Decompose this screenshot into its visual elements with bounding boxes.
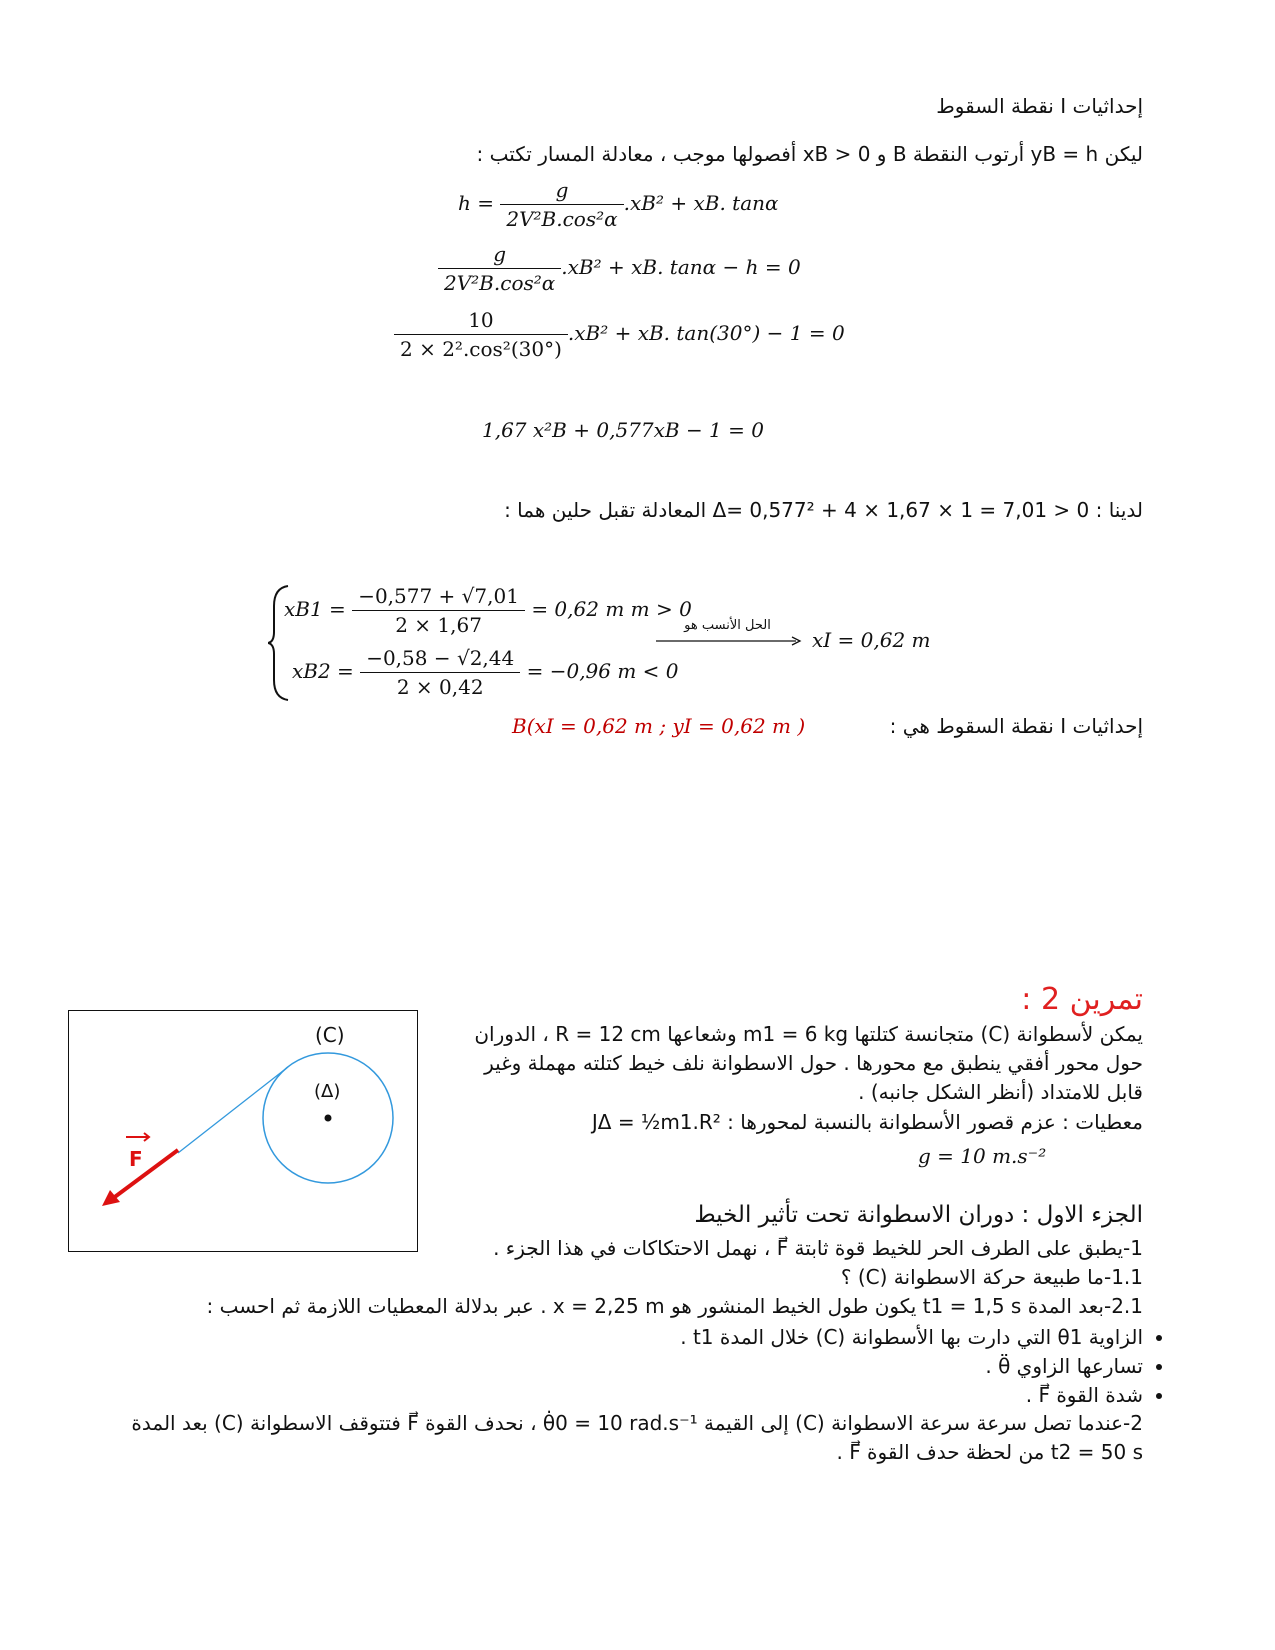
question-1-1: 1.1-ما طبيعة حركة الاسطوانة (C) ؟ <box>840 1265 1143 1289</box>
cylinder-figure <box>68 1010 418 1252</box>
impact-point-heading: إحداثيات I نقطة السقوط <box>936 94 1143 118</box>
root-xb2: xB2 = $\frac{-0,58 - √2,44}{2 \times 0,42}$ = −0,96 m < 0 <box>292 646 679 699</box>
best-solution-value: xI = 0,62 m <box>812 628 931 652</box>
quadratic-equation: 1,67 x²B + 0,577xB − 1 = 0 <box>482 418 764 442</box>
trajectory-equation-2: $\frac{g}{\text{2V²B.cos²α}}$ .xB² + xB. tanα − h = 0 <box>438 242 801 295</box>
impact-point-value: B(xI = 0,62 m ; yI = 0,62 m ) <box>512 714 806 738</box>
label-f: F <box>129 1147 143 1171</box>
solution-arrow <box>656 634 804 648</box>
given-data-line: معطيات : عزم قصور الأسطوانة بالنسبة لمحورها : JΔ = ½m1.R² <box>591 1110 1143 1134</box>
list-item: • الزاوية θ1 التي دارت بها الأسطوانة (C) خلال المدة t1 . <box>443 1323 1143 1352</box>
question-2-1: 2.1-بعد المدة t1 = 1,5 s يكون طول الخيط المنشور هو x = 2,25 m . عبر بدلالة المعطيات اللازمة ثم احسب : <box>206 1294 1143 1318</box>
impact-point-label: إحداثيات I نقطة السقوط هي : <box>889 714 1143 738</box>
best-solution-label: الحل الأنسب هو <box>684 618 771 633</box>
exercise-2-intro: يمكن لأسطوانة (C) متجانسة كتلتها m1 = 6 kg وشعاعها R = 12 cm ، الدوران حول محور أفقي ينطبق مع محورها . حول الاسطوانة نلف خيط كتلته مهملة وغير قابل للامتداد (أنظر الشكل جانبه) . <box>474 1022 1143 1104</box>
trajectory-equation-3: $\frac{10}{\text{2 × 2².cos²(30°)}}$ .xB² + xB. tan(30°) − 1 = 0 <box>394 308 845 361</box>
thread-line <box>178 1067 288 1153</box>
axis-dot <box>324 1114 331 1121</box>
label-delta: (Δ) <box>314 1081 341 1102</box>
exercise-2-title: تمرين 2 : <box>1021 982 1143 1017</box>
question-2-1-items <box>443 1323 1203 1410</box>
question-2-continued: t2 = 50 s من لحظة حدف القوة F⃗ . <box>836 1440 1143 1464</box>
root-xb1: xB1 = $\frac{-0,577 + √7,01}{2 \times 1,67}$ = 0,62 m m > 0 <box>284 584 692 637</box>
trajectory-equation-1: h = $\frac{g}{\text{2V²B.cos²α}}$ .xB² + xB. tanα <box>458 178 779 231</box>
force-arrow-shaft <box>112 1150 178 1199</box>
gravity-value: g = 10 m.s⁻² <box>918 1144 1047 1168</box>
trajectory-intro-line: ليكن yB = h أرتوب النقطة B و xB > 0 أفصولها موجب ، معادلة المسار تكتب : <box>476 142 1143 166</box>
discriminant-line: لدينا : Δ= 0,577² + 4 × 1,67 × 1 = 7,01 > 0 المعادلة تقبل حلين هما : <box>504 498 1143 522</box>
part-1-title: الجزء الاول : دوران الاسطوانة تحت تأثير الخيط <box>694 1202 1143 1228</box>
label-c: (C) <box>315 1023 345 1047</box>
question-2: 2-عندما تصل سرعة سرعة الاسطوانة (C) إلى القيمة θ̇0 = 10 rad.s⁻¹ ، نحدف القوة F⃗ فتتوقف الاسطوانة (C) بعد المدة <box>131 1411 1143 1435</box>
force-arrow-head <box>102 1190 120 1206</box>
list-item: • تسارعها الزاوي θ̈ . <box>443 1352 1143 1381</box>
list-item: • شدة القوة F⃗ . <box>443 1381 1143 1410</box>
question-1: 1-يطبق على الطرف الحر للخيط قوة ثابتة F⃗ ، نهمل الاحتكاكات في هذا الجزء . <box>493 1236 1143 1260</box>
